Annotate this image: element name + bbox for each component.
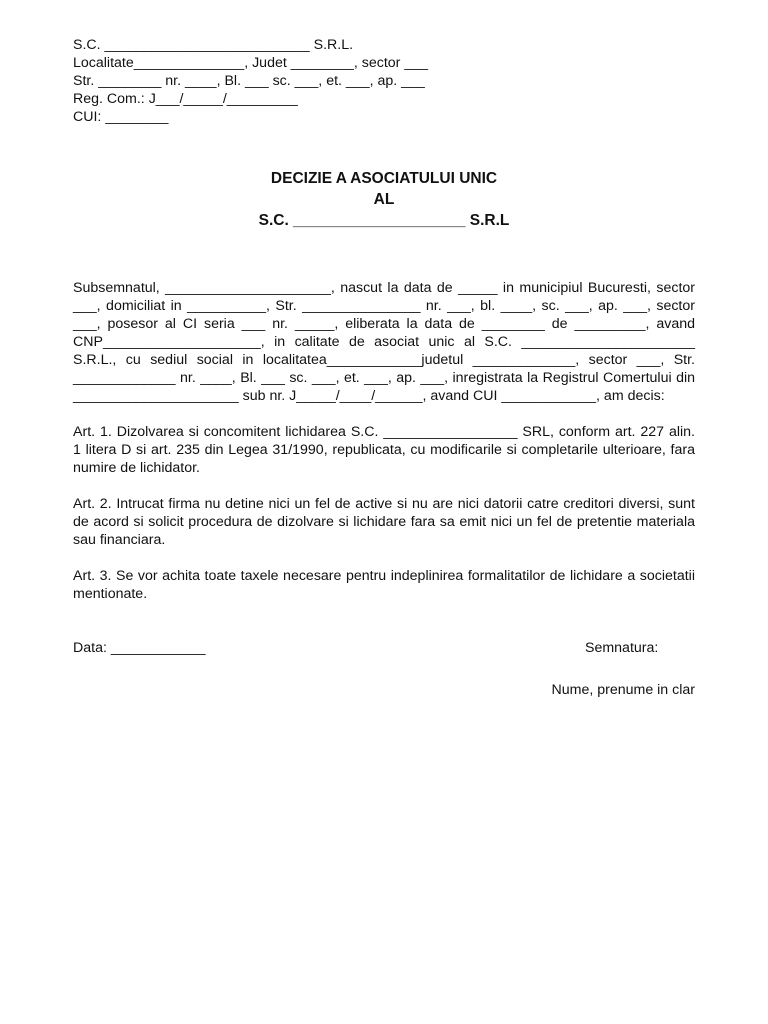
intro-text: Subsemnatul, _____________________, nascut la data de _____ in municipiul Bucuresti, sector ___, domiciliat in __________, Str. _______________ nr. ___, bl. ____, sc. ___, ap. ___, sector ___, posesor al CI seria ___ nr. _____, eliberata la data de ________ de _________, avand CNP____________________, in calitate de asociat unic al S.C. ______________________ S.R.L., cu sediul social in localitatea____________judetul _____________, sector ___, Str. _____________ nr. ____, Bl. ___ sc. ___, et. ___, ap. ___, inregistrata la Registrul Comertului din _____________________ sub nr. J_____/____/______, avand CUI ____________, am decis: bbox=[73, 280, 695, 404]
signature-row bbox=[73, 639, 695, 659]
title-line-3: S.C. ____________________ S.R.L bbox=[258, 212, 510, 229]
name-row bbox=[73, 681, 695, 701]
article-1: Art. 1. Dizolvarea si concomitent lichidarea S.C. _________________ SRL, conform art. 227 alin. 1 litera D si art. 235 din Legea 31/1990, republicata, cu modificarile si completarile ulterioare, fara numire de lichidator. bbox=[73, 424, 695, 476]
title-line-2: AL bbox=[373, 191, 395, 208]
article-3: Art. 3. Se vor achita toate taxele necesare pentru indeplinirea formalitatilor de lichidare a societatii mentionate. bbox=[73, 568, 695, 602]
document-page bbox=[73, 36, 695, 701]
article-2: Art. 2. Intrucat firma nu detine nici un fel de active si nu are nici datorii catre creditori diversi, sunt de acord si solicit procedura de dizolvare si lichidare fara sa emit nici un fel de pretentie materiala sau financiara. bbox=[73, 496, 695, 548]
name-clear-label: Nume, prenume in clar bbox=[551, 682, 695, 698]
header-reg-com-line: Reg. Com.: J___/_____/_________ bbox=[73, 91, 298, 107]
document-title bbox=[73, 168, 695, 231]
date-field-label: Data: ____________ bbox=[73, 640, 206, 656]
header-cui-line: CUI: ________ bbox=[73, 109, 169, 125]
company-header bbox=[73, 36, 695, 126]
title-line-1: DECIZIE A ASOCIATULUI UNIC bbox=[270, 170, 498, 187]
intro-paragraph bbox=[73, 279, 695, 405]
header-company-line: S.C. __________________________ S.R.L. bbox=[73, 37, 354, 53]
signature-label: Semnatura: bbox=[585, 640, 659, 656]
header-locality-line: Localitate______________, Judet ________, sector ___ bbox=[73, 55, 428, 71]
header-address-line: Str. ________ nr. ____, Bl. ___ sc. ___, et. ___, ap. ___ bbox=[73, 73, 425, 89]
